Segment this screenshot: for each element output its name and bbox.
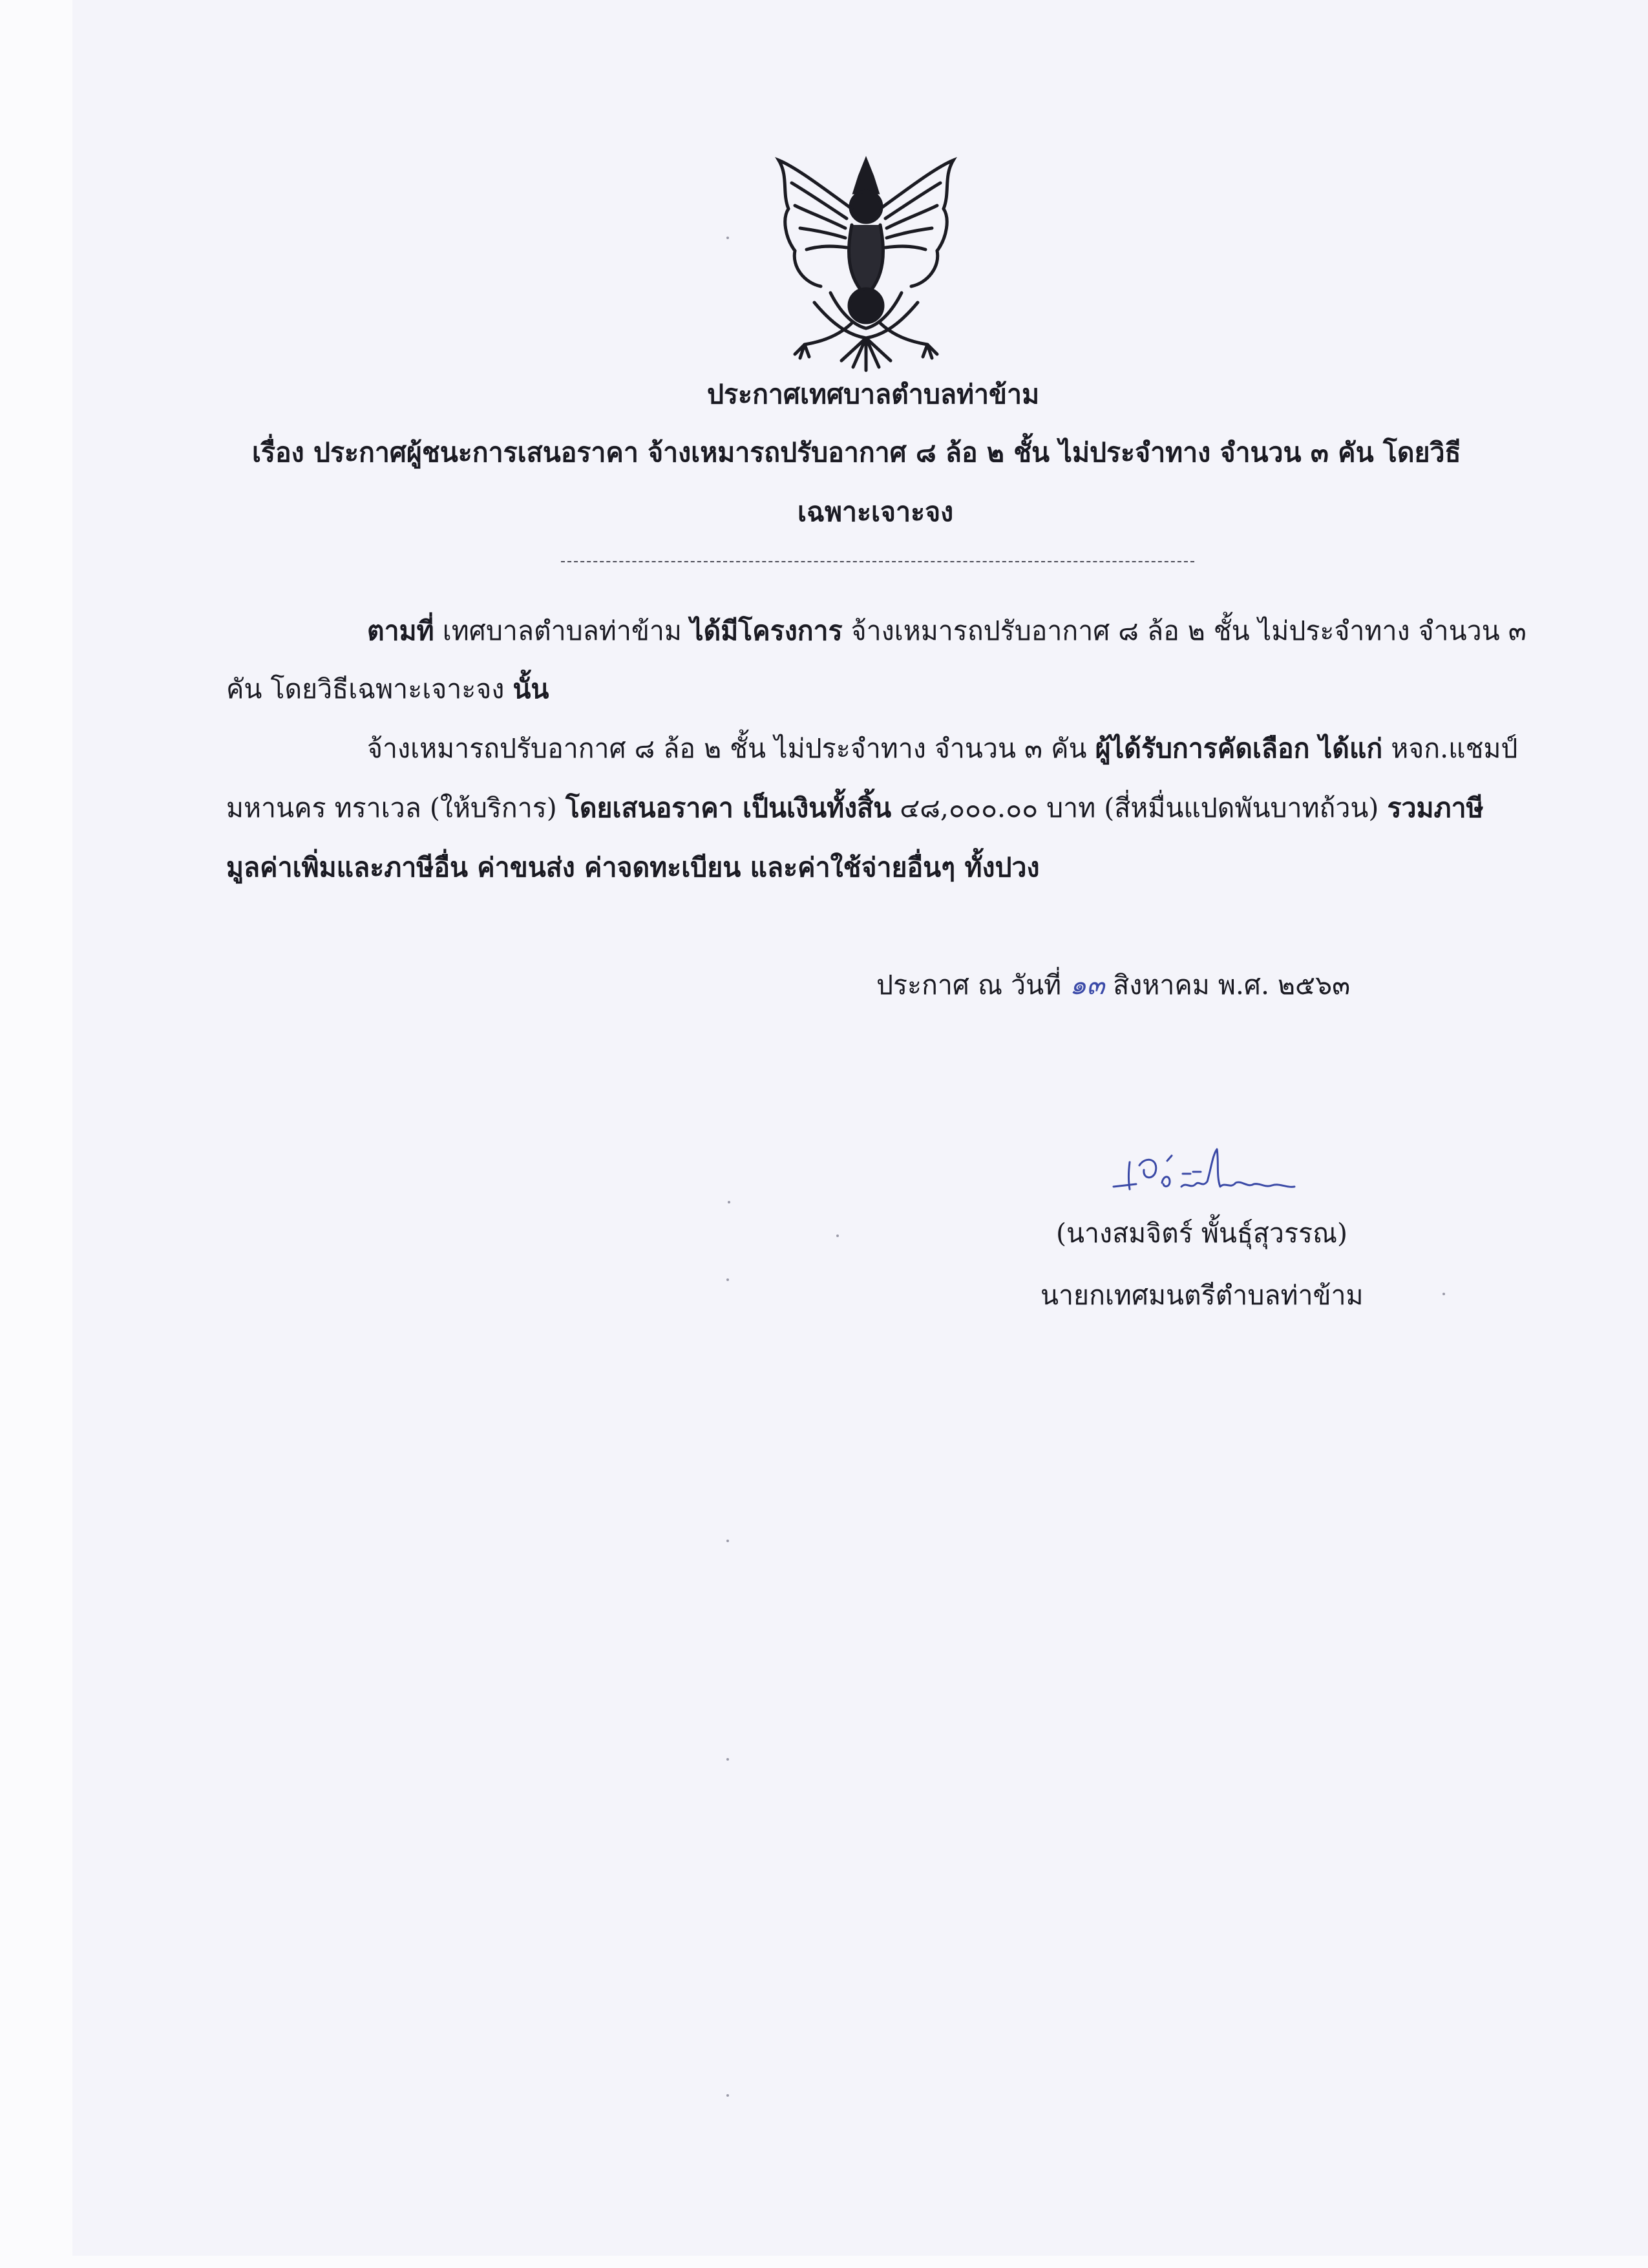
scan-speck	[726, 1278, 729, 1281]
paragraph-2-line-1	[367, 733, 1517, 765]
scan-speck	[726, 237, 729, 239]
scan-speck	[726, 1758, 729, 1761]
para1-lead: ตามที่	[367, 615, 434, 646]
para1-project: จ้างเหมารถปรับอากาศ ๘ ล้อ ๒ ชั้น ไม่ประจำทาง จำนวน ๓	[850, 615, 1527, 646]
para1-method: คัน โดยวิธีเฉพาะเจาะจง	[226, 673, 505, 705]
signatory-name: (นางสมจิตร์ พั้นธุ์สุวรรณ)	[1056, 1218, 1348, 1249]
scan-speck	[836, 1235, 839, 1237]
para2-offer-label: โดยเสนอราคา เป็นเงินทั้งสิ้น	[565, 792, 892, 823]
para1-org: เทศบาลตำบลท่าข้าม	[442, 615, 682, 646]
para2-amount: ๔๘,๐๐๐.๐๐ บาท (สี่หมื่นแปดพันบาทถ้วน)	[900, 792, 1379, 823]
issuer-heading: ประกาศเทศบาลตำบลท่าข้าม	[707, 379, 1040, 410]
scan-speck	[728, 1201, 730, 1203]
separator-rule	[561, 561, 1194, 562]
date-month-year: สิงหาคม พ.ศ. ๒๕๖๓	[1113, 970, 1351, 1001]
scan-speck	[726, 1540, 729, 1542]
date-day: ๑๓	[1070, 970, 1105, 1001]
date-prefix: ประกาศ ณ วันที่	[876, 970, 1062, 1001]
para1-has-project: ได้มีโครงการ	[690, 615, 843, 646]
scan-margin-left	[0, 0, 72, 2268]
paragraph-2-line-2	[226, 792, 1484, 824]
garuda-emblem-icon	[769, 147, 963, 380]
handwritten-signature	[1110, 1136, 1298, 1207]
paragraph-2-line-3: มูลค่าเพิ่มและภาษีอื่น ค่าขนส่ง ค่าจดทะเบียน และค่าใช้จ่ายอื่นๆ ทั้งปวง	[226, 852, 1040, 883]
signatory-title: นายกเทศมนตรีตำบลท่าข้าม	[1041, 1280, 1364, 1311]
announcement-date	[876, 970, 1350, 1001]
paragraph-1-line-1	[367, 615, 1527, 647]
para2-tax-label: รวมภาษี	[1387, 792, 1484, 823]
paragraph-1-line-2	[226, 673, 549, 705]
para2-selected-label: ผู้ได้รับการคัดเลือก ได้แก่	[1095, 733, 1383, 764]
para2-project: จ้างเหมารถปรับอากาศ ๘ ล้อ ๒ ชั้น ไม่ประจำทาง จำนวน ๓ คัน	[367, 733, 1087, 764]
subject-line-1: เรื่อง ประกาศผู้ชนะการเสนอราคา จ้างเหมารถปรับอากาศ ๘ ล้อ ๒ ชั้น ไม่ประจำทาง จำนวน ๓ คัน โดยวิธี	[252, 437, 1461, 468]
scan-speck	[726, 2094, 729, 2097]
para1-end: นั้น	[512, 673, 549, 705]
para2-company-a: หจก.แชมป์	[1391, 733, 1518, 764]
para2-company-b: มหานคร ทราเวล (ให้บริการ)	[226, 792, 557, 823]
subject-line-2: เฉพาะเจาะจง	[798, 496, 954, 527]
scan-margin-bottom	[0, 2256, 1648, 2268]
scan-speck	[1442, 1293, 1445, 1295]
